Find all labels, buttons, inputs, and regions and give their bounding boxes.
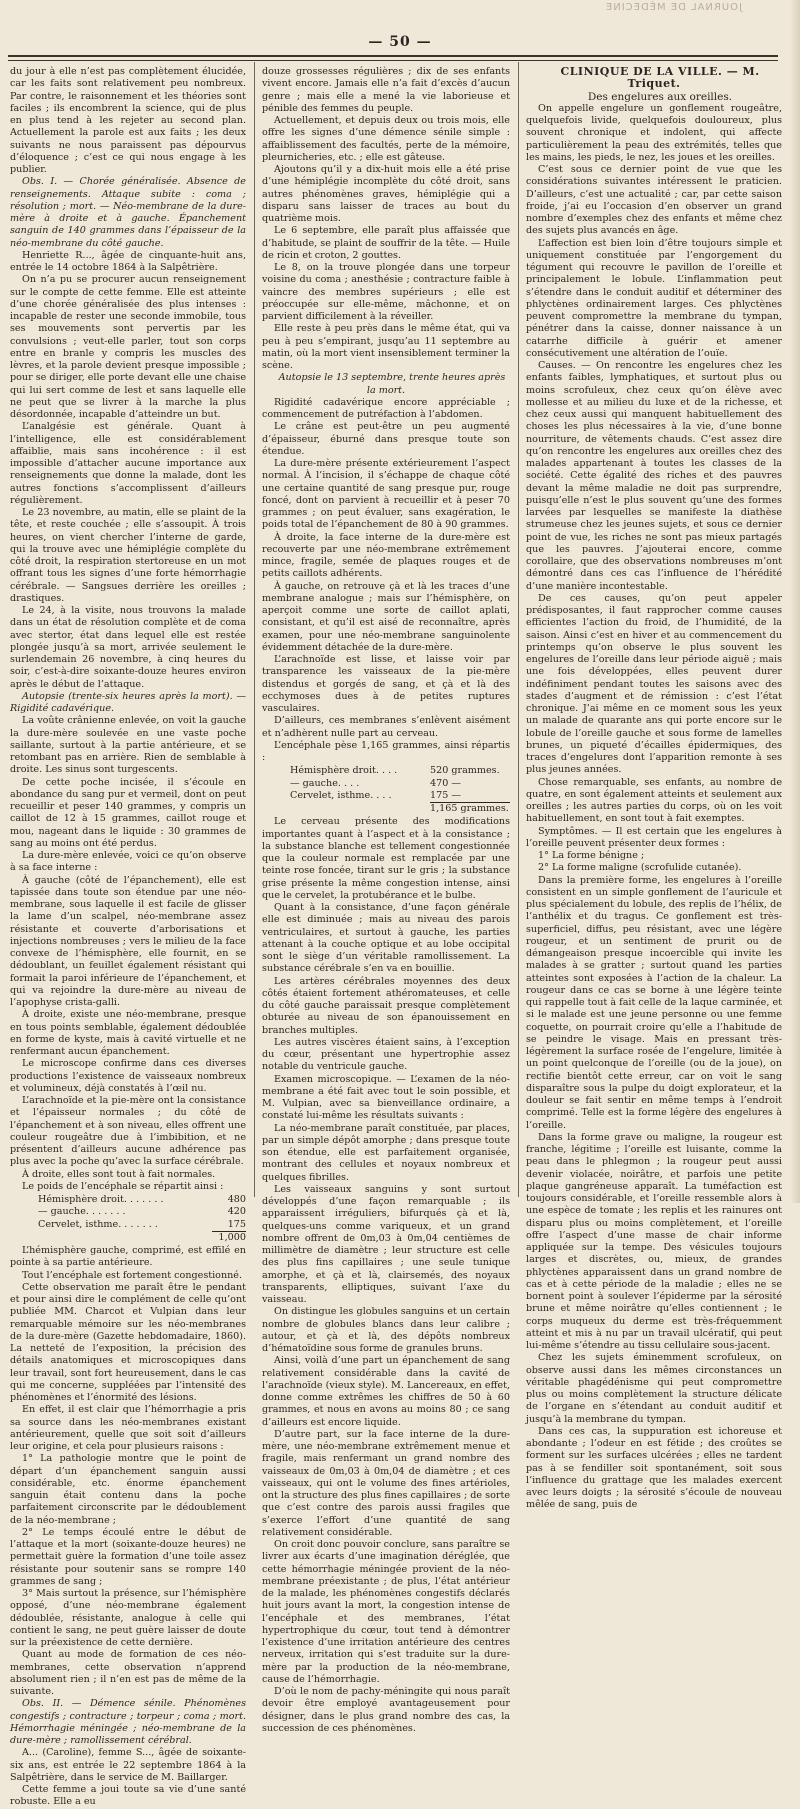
paragraph: Chez les sujets éminemment scrofuleux, on observe aussi dans les mêmes circonstances un véritable phagédénisme qui peut compromettre plus ou moins complètement la structure délicate de l’organe en s’étendant au conduit auditif et jusqu’à la membrane du tympan. [526,1352,782,1425]
paragraph: Dans la forme grave ou maligne, la rougeur est franche, légitime ; l’oreille est luisante, comme la peau dans le phlegmon ; la rougeur peut aussi devenir violacée, noirâtre, et parfois une petite plaque gangréneuse apparaît. La tuméfaction est toujours considérable, et l’oreille ressemble alors à une espèce de tomate ; les replis et les rainures ont disparu plus ou moins complètement, et l’oreille offre l’aspect d’une masse de chair informe appliquée sur la tempe. Des vésicules toujours larges et discrètes, ou, mieux, de grandes phlyctènes apparaissent dans un grand nombre de cas et à cette période de la maladie ; elles ne se bornent point à soulever l’épiderme par la sérosité brune et même noirâtre qu’elles contiennent ; le corps muqueux du derme est très-fréquemment atteint et mis à nu par un travail ulcératif, qui peut lui-même s’étendre au tissu cellulaire sous-jacent. [526,1131,782,1351]
paragraph: 1° La pathologie montre que le point de départ d’un épanchement sanguin aussi considérable, etc. énorme épanchement sanguin était contenu dans la poche parfaitement circonscrite par le dédoublement de la néo-membrane ; [10,1453,246,1526]
bleed-through-text: JOURNAL DE MÉDECINE [604,2,742,13]
table-total-row [262,803,510,816]
table-label: — gauche. . . . [290,777,360,789]
paragraph: À droite, existe une néo-membrane, presque en tous points semblable, également dédoublée en forme de kyste, mais à cavité virtuelle et ne renfermant aucun épanchement. [10,1009,246,1057]
paragraph: A... (Caroline), femme S..., âgée de soixante-six ans, est entrée le 22 septembre 1864 à la Salpêtrière, dans le service de M. Baillarger. [10,1747,246,1783]
paragraph: D’ailleurs, ces membranes s’enlèvent aisément et n’adhèrent nulle part au cerveau. [262,715,510,739]
paragraph: La dure-mère présente extérieurement l’aspect normal. À l’incision, il s’échappe de chaque côté une certaine quantité de sang presque pur, rouge foncé, dont on parvient à recueillir et à peser 70 grammes ; on peut évaluer, sans exagération, le poids total de l’épanchement de 80 à 90 grammes. [262,458,510,531]
autopsy-heading: Autopsie le 13 septembre, trente heures après la mort. [278,372,506,396]
paragraph: Symptômes. — Il est certain que les engelures à l’oreille peuvent présenter deux formes : [526,825,782,849]
table-value: 420 [227,1206,246,1218]
observation-heading: Obs. II. — Démence sénile. Phénomènes congestifs ; contracture ; torpeur ; coma ; mort. Hémorrhagie méningée ; néo-membrane de la dure-mère ; ramollissement cérébral. [10,1698,246,1746]
table-value: 520 grammes. [430,765,500,777]
paragraph: De cette poche incisée, il s’écoule en abondance du sang pur et vermeil, dont on peut recueillir et peser 140 grammes, y compris un caillot de 12 à 15 grammes, caillot rouge et mou, nageant dans le liquide : 30 grammes de sang au moins ont été perdus. [10,776,246,849]
observation-heading: Obs. I. — Chorée généralisée. Absence de renseignements. Attaque subite : coma ; résolution ; mort. — Néo-membrane de la dure-mère à droite et à gauche. Épanchement sanguin de 140 grammes dans l’épaisseur de la néo-membrane du côté gauche. [10,176,246,249]
paragraph: On appelle engelure un gonflement rougeâtre, quelquefois livide, quelquefois douloureux, plus souvent chronique et indolent, qui affecte particulièrement la peau des extrémités, telles que les mains, les pieds, le nez, les joues et les oreilles. [526,102,782,163]
paragraph: On n’a pu se procurer aucun renseignement sur le compte de cette femme. Elle est atteinte d’une chorée généralisée des plus intenses : incapable de rester une seconde immobile, tous ses mouvements sont pervertis par les convulsions ; veut-elle parler, tout son corps entre en branle y compris les muscles des lèvres, et la parole devient presque impossible ; pour se diriger, elle porte devant elle une chaise qui lui sert comme de lest et sans laquelle elle ne peut que se livrer à la marche la plus désordonnée, incapable d’atteindre un but. [10,274,246,420]
paragraph: douze grossesses régulières ; dix de ses enfants vivent encore. Jamais elle n’a fait d’excès d’aucun genre ; mais elle a mené la vie laborieuse et pénible des femmes du peuple. [262,66,510,114]
paragraph: Dans la première forme, les engelures à l’oreille consistent en un simple gonflement de l’auricule et plus spécialement du lobule, des replis de l’hélix, de l’anthélix et du tragus. Ce gonflement est très-superficiel, diffus, peu résistant, avec une légère rougeur, et un sentiment de prurit ou de démangeaison presque incoercible qui invite les malades à se gratter ; surtout quand les parties atteintes sont exposées à l’action de la chaleur. La rougeur dans ce cas se borne à une légère teinte qui rappelle tout à fait celle de la laque carminée, et si le malade est une jeune personne ou une femme coquette, on pourrait croire qu’elle a l’habitude de se peindre le visage. Mais en pressant très-légèrement la surface rosée de l’engelure, limitée à un point quelconque de l’oreille (ou de la joue), on rectifie bientôt cette erreur, car on voit le sang disparaître sous la pulpe du doigt explorateur, et la douleur se fait sentir en même temps à l’endroit comprimé. Telle est la forme légère des engelures à l’oreille. [526,874,782,1131]
paragraph: C’est sous ce dernier point de vue que les considérations suivantes intéressent le praticien. D’ailleurs, c’est une actualité ; car, par cette saison froide, j’ai eu l’occasion d’en observer un grand nombre d’exemples chez des enfants et même chez des sujets plus avancés en âge. [526,164,782,237]
paragraph: Examen microscopique. — L’examen de la néo-membrane a été fait avec tout le soin possible, et M. Vulpian, avec sa bienveillance ordinaire, a constaté lui-même les résultats suivants : [262,1073,510,1122]
paragraph: Le cerveau présente des modifications importantes quant à l’aspect et à la consistance ; la substance blanche est tellement congestionnée que la couleur normale est remplacée par une teinte rose foncée, tirant sur le gris ; la substance grise présente la même congestion intense, ainsi que le cervelet, la protubérance et le bulbe. [262,816,510,901]
paragraph: On croit donc pouvoir conclure, sans paraître se livrer aux écarts d’une imagination déréglée, que cette hémorrhagie méningée provient de la néo-membrane préexistante ; de plus, l’état antérieur de la malade, les phénomènes congestifs déclarés huit jours avant la mort, la congestion intense de l’encéphale et des membranes, l’état hypertrophique du cœur, tout tend à démontrer l’existence d’une irritation antérieure des centres nerveux, irritation qui s’est traduite sur la dure-mère par la production de la néo-membrane, cause de l’hémorrhagie. [262,1539,510,1685]
paragraph: Actuellement, et depuis deux ou trois mois, elle offre les signes d’une démence sénile simple : affaiblissement des facultés, perte de la mémoire, pleurnicheries, etc. ; elle est gâteuse. [262,115,510,163]
page-edge-shadow [790,0,800,1203]
paragraph: De ces causes, qu’on peut appeler prédisposantes, il faut rapprocher comme causes efficientes l’action du froid, de l’humidité, de la saison. Ainsi c’est en hiver et au commencement du printemps qu’on observe le plus souvent les engelures de l’oreille dans leur période aiguë ; mais une fois développées, elles peuvent durer indéfiniment pendant toutes les saisons avec des stades d’augment et de rémission : c’est l’état chronique. J’ai même en ce moment sous les yeux un malade de quarante ans qui porte encore sur le lobule de l’oreille gauche et sous forme de lamelles brunes, un piqueté d’écailles épidermiques, des traces d’engelures dont l’apparition remonte à ses plus jeunes années. [526,592,782,776]
table-label: Hémisphère droit. . . . . . . [38,1194,164,1205]
paragraph: Causes. — On rencontre les engelures chez les enfants faibles, lymphatiques, et surtout plus ou moins scrofuleux, chez ceux qu’on élève avec mollesse et au milieu du luxe et de la richesse, et chez ceux aussi qui manquent habituellement des choses les plus nécessaires à la vie, d’une bonne nourriture, de vêtements chauds. C’est assez dire qu’on rencontre les engelures aux oreilles chez des malades appartenant à toutes les classes de la société. Cette égalité des riches et des pauvres devant la même maladie ne doit pas surprendre, puisqu’elle n’est le plus souvent qu’une des formes larvées par lesquelles se manifeste la diathèse strumeuse chez les jeunes sujets, et sous ce dernier point de vue, les riches ne sont pas mieux partagés que les pauvres. J’ajouterai encore, comme corollaire, que des observations nombreuses m’ont démontré dans ces cas l’influence de l’hérédité d’une manière incontestable. [526,360,782,592]
table-total: 1,165 grammes. [430,803,509,814]
paragraph: Les artères cérébrales moyennes des deux côtés étaient fortement athéromateuses, et celle du côté gauche paraissait presque complètement obturée au niveau de son épanouissement en branches multiples. [262,975,510,1036]
paragraph: Les autres viscères étaient sains, à l’exception du cœur, présentant une hypertrophie assez notable du ventricule gauche. [262,1036,510,1073]
autopsy-heading: Autopsie (trente-six heures après la mort). — Rigidité cadavérique. [10,690,246,714]
paragraph: D’autre part, sur la face interne de la dure-mère, une néo-membrane extrêmement menue et fragile, mais renfermant un grand nombre des vaisseaux de 0m,03 à 0m,04 de diamètre ; et ces vaisseaux, qui ont le volume des fines artérioles, ont la structure des plus fines capillaires ; de sorte que c’est contre des parois aussi fragiles que s’exerce l’effort d’une quantité de sang relativement considérable. [262,1428,510,1538]
paragraph: Tout l’encéphale est fortement congestionné. [22,1269,243,1281]
paragraph: Chose remarquable, ses enfants, au nombre de quatre, en sont également atteints et seulement aux oreilles ; les autres parties du corps, où on les voit habituellement, en sont tout à fait exemptes. [526,776,782,825]
paragraph: Elle reste à peu près dans le même état, qui va peu à peu s’empirant, jusqu’au 11 septembre au matin, où la mort vient insensiblement terminer la scène. [262,323,510,371]
paragraph: D’où le nom de pachy-méningite qui nous paraît devoir être employé avantageusement pour désigner, dans le plus grand nombre des cas, la succession de ces phénomènes. [262,1686,510,1734]
column-1 [10,66,246,1808]
table-label: Cervelet, isthme. . . . . . . [38,1218,158,1230]
paragraph: On distingue les globules sanguins et un certain nombre de globules blancs dans leur calibre ; autour, et çà et là, des dépôts nombreux d’hématoïdine sous forme de granules bruns. [262,1306,510,1354]
table-row [262,765,510,777]
paragraph: du jour à elle n’est pas complètement élucidée, car les faits sont relativement peu nombreux. Par contre, le raisonnement et les théories sont faciles ; ils encombrent la science, qui de plus en plus tend à les rejeter au second plan. Actuellement la parole est aux faits ; les deux suivants ne nous paraissent pas dépourvus d’éloquence ; c’est ce qui nous engage à les publier. [10,66,246,175]
column-2 [262,66,510,1734]
table-row [262,778,510,790]
table-value: 470 — [430,777,461,789]
paragraph: Quant au mode de formation de ces néo-membranes, cette observation n’apprend absolument rien ; il n’en est pas de même de la suivante. [10,1649,246,1697]
paragraph: Dans ces cas, la suppuration est ichoreuse et abondante ; l’odeur en est fétide ; des croûtes se forment sur les surfaces ulcérées ; elles ne tardent pas à se fendiller soit spontanément, soit sous l’influence du grattage que les malades exercent avec leurs doigts ; la sérosité s’écoule de nouveau mêlée de sang, puis de [526,1425,782,1511]
table-row [10,1219,246,1232]
paragraph: La néo-membrane paraît constituée, par places, par un simple dépôt amorphe ; dans presque toute son étendue, elle est parfaitement organisée, montrant des cellules et noyaux nombreux et quelques fibrilles. [262,1122,510,1183]
paragraph: La dure-mère enlevée, voici ce qu’on observe à sa face interne : [10,850,246,874]
paragraph: 2° Le temps écoulé entre le début de l’attaque et la mort (soixante-douze heures) ne permettait guère la formation d’une toile assez résistante pour soutenir sans se rompre 140 grammes de sang ; [10,1526,246,1587]
paragraph: Le poids de l’encéphale se répartit ainsi : [22,1180,224,1192]
paragraph: La voûte crânienne enlevée, on voit la gauche la dure-mère soulevée en une vaste poche saillante, surtout à la partie antérieure, et se retombant pas en arrière. Rien de semblable à droite. Les sinus sont turgescents. [10,715,246,776]
header-rule [8,55,778,61]
paragraph: Le 6 septembre, elle paraît plus affaissée que d’habitude, se plaint de souffrir de la tête. — Huile de ricin et croton, 2 gouttes. [262,225,510,261]
paragraph: Le 24, à la visite, nous trouvons la malade dans un état de résolution complète et de coma avec stertor, état dans lequel elle est restée plongée jusqu’à sa mort, arrivée seulement le surlendemain 26 novembre, à cinq heures du soir, c’est-à-dire soixante-douze heures environ après le début de l’attaque. [10,605,246,690]
paragraph: L’arachnoïde est lisse, et laisse voir par transparence les vaisseaux de la pie-mère distendus et gorgés de sang, et çà et là des ecchymoses dues à de petites ruptures vasculaires. [262,654,510,714]
table-row [262,790,510,803]
page-number: — 50 — [368,34,432,50]
paragraph: L’affection est bien loin d’être toujours simple et uniquement constituée par l’engorgement du tégument qui recouvre le pavillon de l’oreille et principalement le lobule. L’inflammation peut s’étendre dans le conduit auditif et déterminer des phlyctènes ordinairement larges. Ces phlyctènes peuvent compromettre la membrane du tympan, pénétrer dans la caisse, donner naissance à un catarrhe difficile à guérir et amener consécutivement une altération de l’ouïe. [526,237,782,359]
weight-table-2 [262,765,510,815]
article-title: Des engelures aux oreilles. [587,90,733,103]
paragraph: À gauche (côté de l’épanchement), elle est tapissée dans toute son étendue par une néo-membrane, sous laquelle il est facile de glisser la lame d’un scalpel, néo-membrane assez résistante et couverte d’arborisations et injections nombreuses ; vers le milieu de la face convexe de l’hémisphère, elle fournit, en se dédoublant, un feuillet également résistant qui formait la paroi inférieure de l’épanchement, et qui va rejoindre la dure-mère au niveau de l’apophyse crista-galli. [10,874,246,1008]
table-row [10,1206,246,1218]
paragraph: L’hémisphère gauche, comprimé, est effilé en pointe à sa partie antérieure. [10,1245,246,1269]
paragraph: Ainsi, voilà d’une part un épanchement de sang relativement considérable dans la cavité de l’arachnoïde (vieux style). M. Lancereaux, en effet, donne comme extrêmes les chiffres de 50 à 60 grammes, et nous en avons au moins 80 ; ce sang d’ailleurs est encore liquide. [262,1355,510,1428]
column-3 [526,65,782,1511]
paragraph: 3° Mais surtout la présence, sur l’hémisphère opposé, d’une néo-membrane également dédoublée, résistante, analogue à celle qui contient le sang, ne peut guère laisser de doute sur la préexistence de cette dernière. [10,1588,246,1648]
table-label: — gauche. . . . . . . [38,1206,126,1218]
table-value: 480 [227,1194,246,1205]
table-label: Cervelet, isthme. . . . [290,790,392,801]
paragraph: Cette femme a joui toute sa vie d’une santé robuste. Elle a eu [10,1784,246,1808]
paragraph: Cette observation me paraît être le pendant et pour ainsi dire le complément de celle qu’ont publiée MM. Charcot et Vulpian dans leur remarquable mémoire sur les néo-membranes de la dure-mère (Gazette hebdomadaire, 1860). La netteté de l’exposition, la précision des détails anatomiques et microscopiques dans leur travail, sont fort heureusement, dans le cas qui me concerne, suppléées par l’intensité des phénomènes et l’énormité des lésions. [10,1281,246,1403]
column-divider-1 [254,62,255,1197]
table-total-row [10,1231,246,1244]
paragraph: À droite, la face interne de la dure-mère est recouverte par une néo-membrane extrêmement mince, fragile, semée de plaques rouges et de petits caillots adhérents. [262,531,510,580]
paragraph: Le 23 novembre, au matin, elle se plaint de la tête, et reste couchée ; elle s’assoupit. À trois heures, on vient chercher l’interne de garde, qui la trouve avec une hémiplégie complète du côté droit, la respiration stertoreuse en un mot offrant tous les signes d’une forte hémorrhagie cérébrale. — Sangsues derrière les oreilles ; drastiques. [10,507,246,604]
column-divider-2 [518,62,519,1197]
section-heading: CLINIQUE DE LA VILLE. — M. Triquet. [560,65,760,91]
paragraph: Le 8, on la trouve plongée dans une torpeur voisine du coma ; anesthésie ; contracture faible à vaincre des membres supérieurs ; elle est préoccupée sur elle-même, mâchonne, et on parvient difficilement à la réveiller. [262,262,510,322]
paragraph: À droite, elles sont tout à fait normales. [22,1168,216,1180]
paragraph: Henriette R..., âgée de cinquante-huit ans, entrée le 14 octobre 1864 à la Salpêtrière. [10,249,246,273]
paragraph: Les vaisseaux sanguins y sont surtout développés d’une façon remarquable ; ils apparaissent irréguliers, bifurqués çà et là, quelques-uns comme variqueux, et un grand nombre offrent de 0m,03 à 0m,04 centièmes de millimètre de diamètre ; leur structure est celle des plus fins capillaires ; une seule tunique amorphe, et çà et là, clairsemés, des noyaux transparents, elliptiques, suivant l’axe du vaisseau. [262,1183,510,1305]
paragraph: 2° La forme maligne (scrofulide cutanée). [538,862,742,874]
paragraph: Ajoutons qu’il y a dix-huit mois elle a été prise d’une hémiplégie incomplète du côté droit, sans autres phénomènes graves, hémiplégie qui a disparu sans laisser de traces au bout du quatrième mois. [262,164,510,224]
paragraph: Rigidité cadavérique encore appréciable ; commencement de putréfaction à l’abdomen. [262,396,510,420]
weight-table-1 [10,1194,246,1244]
paragraph: Le microscope confirme dans ces diverses productions l’existence de vaisseaux nombreux et volumineux, déjà constatés à l’œil nu. [10,1058,246,1094]
paragraph: À gauche, on retrouve çà et là les traces d’une membrane analogue ; mais sur l’hémisphère, on aperçoit comme une sorte de caillot aplati, consistant, et qu’il est aisé de reconnaître, après examen, pour une néo-membrane sanguinolente évidemment détachée de la dure-mère. [262,580,510,653]
table-value: 175 [227,1218,246,1230]
paragraph: Le crâne est peut-être un peu augmenté d’épaisseur, éburné dans presque toute son étendue. [262,421,510,457]
table-total: 1,000 [212,1231,246,1244]
paragraph: En effet, il est clair que l’hémorrhagie a pris sa source dans les néo-membranes existant antérieurement, quelle que soit soit d’ailleurs leur origine, et cela pour plusieurs raisons : [10,1404,246,1452]
paragraph: 1° La forme bénigne ; [538,850,645,861]
paragraph: L’arachnoïde et la pie-mère ont la consistance et l’épaisseur normales ; du côté de l’épanchement et à son niveau, elles offrent une couleur rougeâtre due à l’imbibition, et ne présentent d’ailleurs aucune adhérence pas plus avec la poche qu’avec la surface cérébrale. [10,1095,246,1168]
paragraph: Quant à la consistance, d’une façon générale elle est diminuée ; mais au niveau des parois ventriculaires, et surtout à gauche, les parties attenant à la couche optique et au lobe occipital sont le siège d’un véritable ramollissement. La substance cérébrale s’en va en bouillie. [262,902,510,975]
paragraph: L’analgésie est générale. Quant à l’intelligence, elle est considérablement affaiblie, mais sans incohérence : il est impossible d’attacher aucune importance aux renseignements que donne la malade, dont les autres fonctions s’accomplissent d’ailleurs régulièrement. [10,421,246,506]
table-value: 175 — [430,789,461,801]
paragraph: L’encéphale pèse 1,165 grammes, ainsi répartis : [262,739,510,763]
table-label: Hémisphère droit. . . . [290,765,398,777]
table-row [10,1194,246,1206]
